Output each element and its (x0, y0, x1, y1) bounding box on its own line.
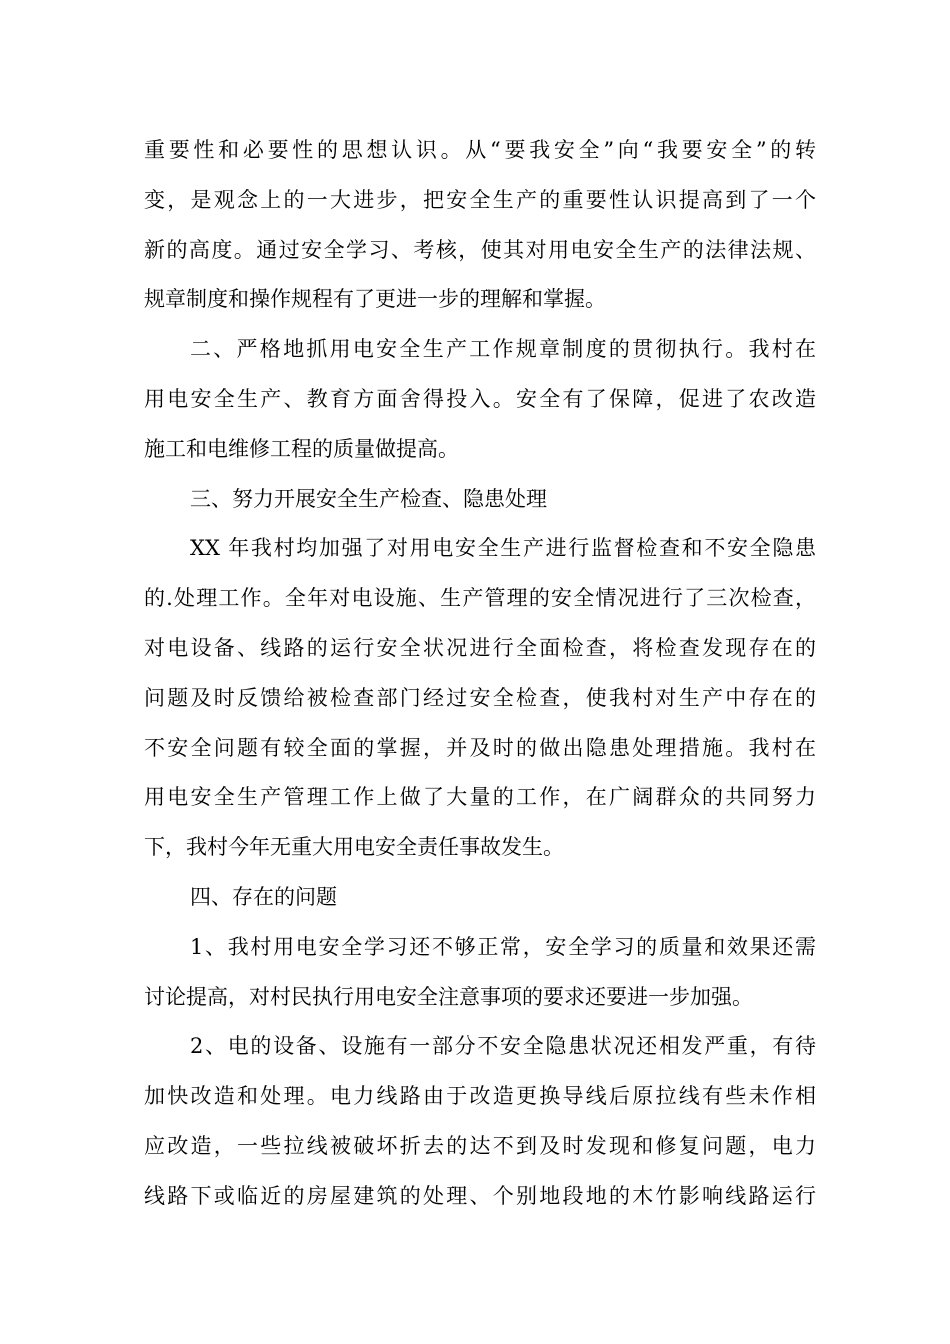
text-line: 对电设备、线路的运行安全状况进行全面检查，将检查发现存在的 (144, 635, 816, 660)
text-line: 三、努力开展安全生产检查、隐患处理 (190, 486, 547, 511)
text-line: 问题及时反馈给被检查部门经过安全检查，使我村对生产中存在的 (144, 685, 816, 710)
text-line: 四、存在的问题 (190, 884, 337, 909)
text-line: 变，是观念上的一大进步，把安全生产的重要性认识提高到了一个 (144, 187, 816, 212)
text-line: 重要性和必要性的思想认识。从“要我安全”向“我要安全”的转 (144, 138, 816, 162)
text-line: 加快改造和处理。电力线路由于改造更换导线后原拉线有些未作相 (144, 1084, 816, 1109)
text-line: 线路下或临近的房屋建筑的处理、个别地段地的木竹影响线路运行 (144, 1183, 816, 1208)
text-line: 施工和电维修工程的质量做提高。 (144, 436, 459, 461)
text-line: 新的高度。通过安全学习、考核，使其对用电安全生产的法律法规、 (144, 237, 816, 262)
text-line: 的.处理工作。全年对电设施、生产管理的安全情况进行了三次检查， (144, 586, 816, 611)
text-line: 用电安全生产管理工作上做了大量的工作，在广阔群众的共同努力 (144, 785, 816, 810)
text-line: 应改造，一些拉线被破坏折去的达不到及时发现和修复问题，电力 (144, 1133, 816, 1158)
text-line: XX 年我村均加强了对用电安全生产进行监督检查和不安全隐患 (190, 536, 816, 561)
text-line: 下，我村今年无重大用电安全责任事故发生。 (144, 835, 564, 860)
text-line: 2、电的设备、设施有一部分不安全隐患状况还相发严重，有待 (190, 1034, 816, 1059)
text-line: 不安全问题有较全面的掌握，并及时的做出隐患处理措施。我村在 (144, 735, 816, 760)
text-line: 二、严格地抓用电安全生产工作规章制度的贯彻执行。我村在 (190, 337, 816, 362)
text-line: 规章制度和操作规程有了更进一步的理解和掌握。 (144, 287, 606, 312)
text-line: 1、我村用电安全学习还不够正常，安全学习的质量和效果还需 (190, 934, 816, 959)
text-line: 用电安全生产、教育方面舍得投入。安全有了保障，促进了农改造 (144, 386, 816, 411)
text-line: 讨论提高，对村民执行用电安全注意事项的要求还要进一步加强。 (144, 984, 753, 1009)
document-body (144, 126, 816, 1222)
